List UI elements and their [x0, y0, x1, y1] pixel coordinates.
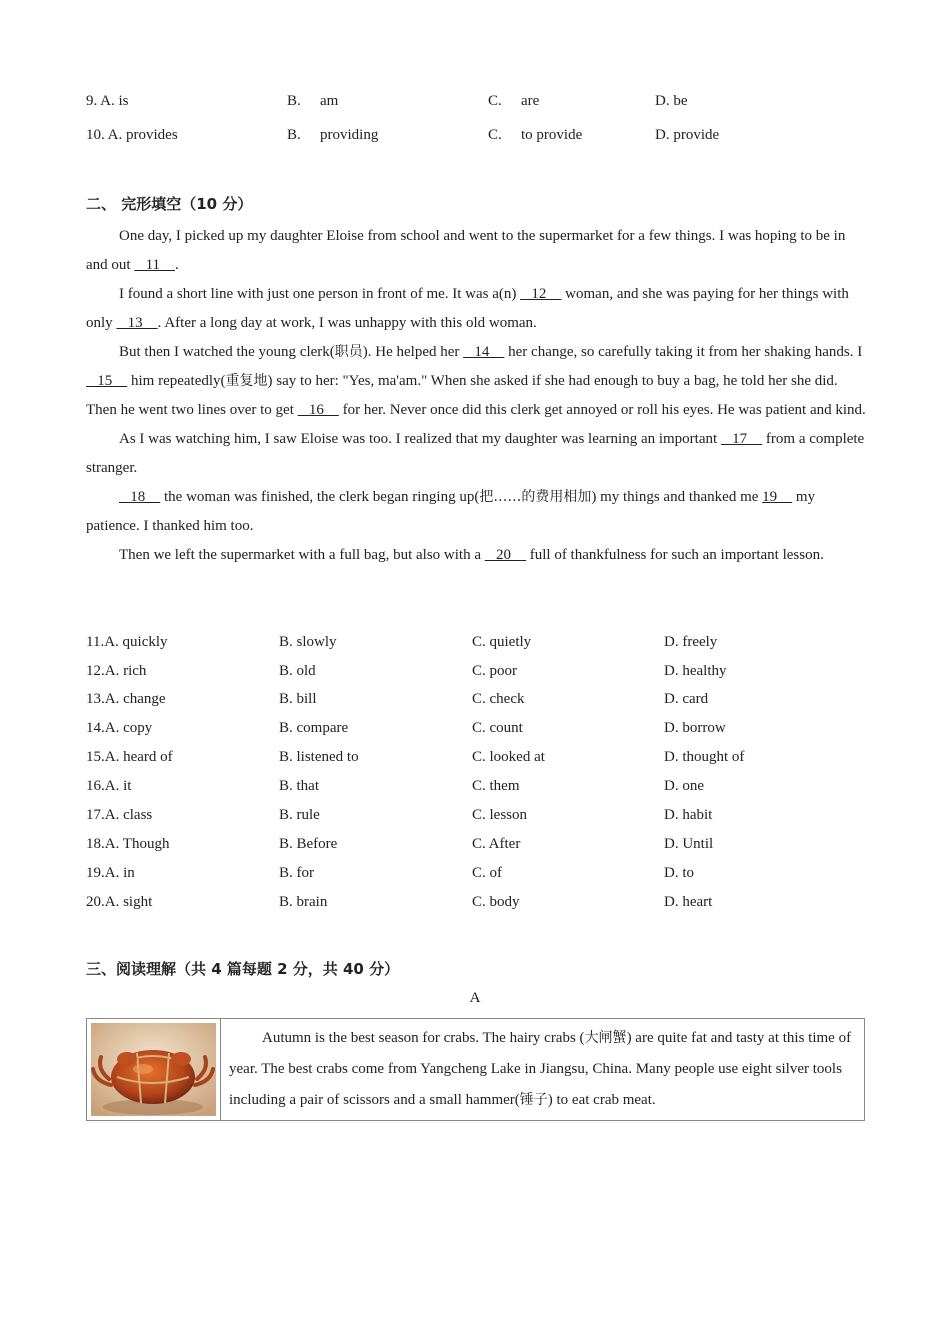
option-b: B. old: [279, 663, 316, 679]
cloze-passage: [86, 222, 866, 570]
option-row-14: [86, 718, 866, 738]
section-heading-cloze: 二、 完形填空（10 分）: [86, 195, 253, 213]
option-a: 14.A. copy: [86, 720, 153, 736]
option-row-12: [86, 661, 866, 681]
option-d: D. freely: [664, 634, 718, 650]
option-b: providing: [320, 127, 379, 143]
option-d: D. card: [664, 691, 709, 707]
option-c-letter: C.: [488, 127, 502, 143]
option-b: B. rule: [279, 807, 320, 823]
option-a: 11.A. quickly: [86, 634, 168, 650]
option-d: D. Until: [664, 836, 714, 852]
option-d: D. be: [655, 93, 688, 109]
option-row-20: [86, 892, 866, 912]
blank-20: 20: [484, 547, 526, 563]
paragraph-6: Then we left the supermarket with a full bag, but also with a 20 full of thankfulness for such an important lesson.: [119, 547, 824, 563]
option-row-18: [86, 834, 866, 854]
option-d: D. to: [664, 865, 694, 881]
blank-12: 12: [520, 286, 562, 302]
option-a: 18.A. Though: [86, 836, 170, 852]
option-d: D. borrow: [664, 720, 726, 736]
option-a: 9. A. is: [86, 93, 129, 109]
option-b: B. Before: [279, 836, 338, 852]
option-a: 17.A. class: [86, 807, 153, 823]
option-d: D. provide: [655, 127, 720, 143]
option-a: 13.A. change: [86, 691, 166, 707]
blank-14: 14: [463, 344, 505, 360]
option-row-13: [86, 689, 866, 709]
paragraph-5: 18 the woman was finished, the clerk began ringing up(把……的费用相加) my things and thanked me 19 my patience. I thanked him too.: [86, 489, 816, 534]
option-c: C. poor: [472, 663, 517, 679]
option-c: C. them: [472, 778, 520, 794]
option-a: 10. A. provides: [86, 127, 178, 143]
option-c: C. After: [472, 836, 521, 852]
option-a: 15.A. heard of: [86, 749, 173, 765]
blank-11: 11: [134, 257, 176, 273]
option-row-11: [86, 632, 866, 652]
option-row-19: [86, 863, 866, 883]
paragraph-1: One day, I picked up my daughter Eloise from school and went to the supermarket for a few things. I was hoping to be in and out 11 .: [86, 228, 846, 273]
option-c: C. check: [472, 691, 525, 707]
option-row-15: [86, 747, 866, 767]
option-b: B. for: [279, 865, 314, 881]
option-c: C. body: [472, 894, 520, 910]
option-row-16: [86, 776, 866, 796]
option-b: B. brain: [279, 894, 328, 910]
section-heading-reading: 三、阅读理解（共 4 篇每题 2 分，共 40 分）: [86, 960, 400, 978]
option-a: 19.A. in: [86, 865, 135, 881]
option-c: are: [521, 93, 540, 109]
option-d: D. thought of: [664, 749, 745, 765]
option-b: am: [320, 93, 339, 109]
blank-17: 17: [720, 431, 763, 447]
paragraph-4: As I was watching him, I saw Eloise was too. I realized that my daughter was learning an important 17 from a complete stranger.: [86, 431, 865, 476]
option-a: 16.A. it: [86, 778, 132, 794]
option-b: B. bill: [279, 691, 317, 707]
option-b: B. compare: [279, 720, 349, 736]
option-a: 12.A. rich: [86, 663, 147, 679]
crab-image: [87, 1019, 221, 1120]
paragraph-3: But then I watched the young clerk(职员). He helped her 14 her change, so carefully taking it from her shaking hands. I 15 him repeatedly(重复地) say to her: "Yes, ma'am." When she asked if she had enough to buy a bag, he told her she did. Then he went two lines over to get 16 for her. Never once did this clerk get annoyed or roll his eyes. He was patient and kind.: [86, 344, 866, 418]
option-row-17: [86, 805, 866, 825]
option-b-letter: B.: [287, 93, 301, 109]
blank-18: 18: [119, 489, 161, 505]
option-a: 20.A. sight: [86, 894, 153, 910]
option-c: C. of: [472, 865, 502, 881]
option-row-10: [86, 125, 866, 145]
option-b: B. that: [279, 778, 319, 794]
blank-19: 19: [762, 489, 793, 505]
option-b-letter: B.: [287, 127, 301, 143]
crab-icon: [87, 1019, 220, 1120]
option-b: B. slowly: [279, 634, 337, 650]
option-d: D. healthy: [664, 663, 727, 679]
option-c: C. lesson: [472, 807, 528, 823]
passage-a-box: [86, 1018, 865, 1121]
blank-13: 13: [116, 315, 158, 331]
option-c-letter: C.: [488, 93, 502, 109]
option-c: C. looked at: [472, 749, 545, 765]
option-d: D. one: [664, 778, 704, 794]
option-d: D. heart: [664, 894, 713, 910]
option-c: to provide: [521, 127, 583, 143]
blank-16: 16: [297, 402, 339, 418]
blank-15: 15: [86, 373, 128, 389]
passage-title: A: [469, 990, 481, 1006]
option-row-9: [86, 91, 866, 111]
option-d: D. habit: [664, 807, 713, 823]
option-b: B. listened to: [279, 749, 359, 765]
option-c: C. quietly: [472, 634, 532, 650]
paragraph-2: I found a short line with just one person in front of me. It was a(n) 12 woman, and she was paying for her things with only 13 . After a long day at work, I was unhappy with this old woman.: [86, 286, 849, 331]
option-c: C. count: [472, 720, 523, 736]
passage-a-text: Autumn is the best season for crabs. The hairy crabs (大闸蟹) are quite fat and tasty at this time of year. The best crabs come from Yangcheng Lake in Jiangsu, China. Many people use eight silver tools including a pair of scissors and a small hammer(锤子) to eat crab meat.: [229, 1030, 852, 1108]
